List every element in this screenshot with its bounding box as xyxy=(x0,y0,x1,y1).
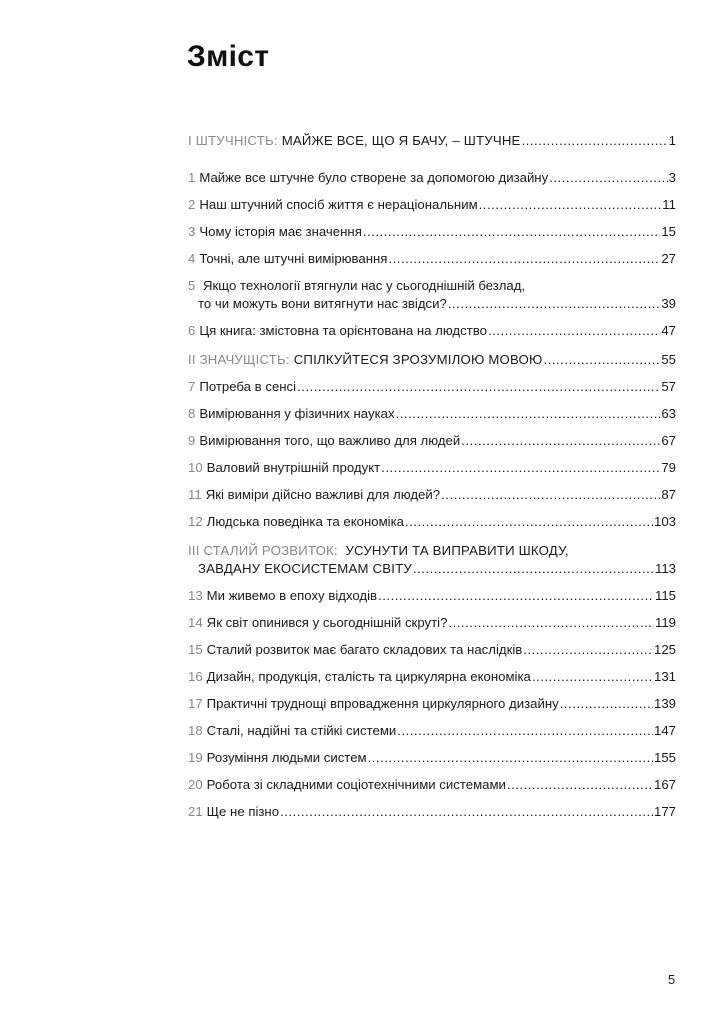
toc-chapter-title: Наш штучний спосіб життя є нераціональним xyxy=(199,197,478,212)
toc-leader-dots xyxy=(441,486,660,504)
toc-leader-dots xyxy=(523,641,653,659)
toc-chapter-title: Ми живемо в епоху відходів xyxy=(206,588,378,603)
toc-page-number: 113 xyxy=(654,561,676,576)
toc-chapter-number: 17 xyxy=(188,696,203,711)
toc-chapter-3 xyxy=(188,223,676,241)
toc-chapter-title: Чому історія має значення xyxy=(199,224,362,239)
toc-page-number: 139 xyxy=(653,696,676,711)
toc-chapter-title: Вимірювання у фізичних науках xyxy=(199,406,395,421)
toc-leader-dots xyxy=(488,322,660,340)
page-title: Зміст xyxy=(187,40,270,73)
toc-chapter-18 xyxy=(188,722,676,740)
toc-chapter-11 xyxy=(188,486,676,504)
toc-page-number: 63 xyxy=(661,406,676,421)
toc-chapter-number: 19 xyxy=(188,750,203,765)
toc-chapter-title: Як світ опинився у сьогоднішній скруті? xyxy=(206,615,448,630)
toc-chapter-1 xyxy=(188,169,676,187)
toc-chapter-5-line-1 xyxy=(188,277,676,295)
toc-page-number: 67 xyxy=(661,433,676,448)
toc-chapter-17 xyxy=(188,695,676,713)
toc-chapter-title: Які виміри дійсно важливі для людей? xyxy=(205,487,441,502)
toc-part-1 xyxy=(188,132,676,150)
toc-leader-dots xyxy=(297,378,660,396)
toc-part-number: II ЗНАЧУЩІСТЬ: xyxy=(188,352,290,367)
toc-chapter-15 xyxy=(188,641,676,659)
toc-page-number: 79 xyxy=(661,460,676,475)
toc-page-number: 167 xyxy=(653,777,676,792)
toc-chapter-title: Валовий внутрішній продукт xyxy=(206,460,381,475)
toc-part-title: СПІЛКУЙТЕСЯ ЗРОЗУМІЛОЮ МОВОЮ xyxy=(293,352,543,367)
toc-chapter-number: 11 xyxy=(188,487,202,502)
toc-leader-dots xyxy=(280,803,653,821)
toc-part-title: МАЙЖЕ ВСЕ, ЩО Я БАЧУ, – ШТУЧНЕ xyxy=(281,133,521,148)
toc-leader-dots xyxy=(363,223,660,241)
toc-leader-dots xyxy=(396,405,661,423)
toc-chapter-title: Робота зі складними соціотехнічними системами xyxy=(206,777,506,792)
toc-leader-dots xyxy=(388,250,660,268)
page-number: 5 xyxy=(668,972,676,987)
toc-chapter-number: 13 xyxy=(188,588,203,603)
toc-part-3 xyxy=(188,560,676,578)
toc-chapter-title: Ще не пізно xyxy=(206,804,280,819)
toc-leader-dots xyxy=(448,614,654,632)
toc-page-number: 87 xyxy=(661,487,676,502)
toc-page-number: 103 xyxy=(653,514,676,529)
toc-chapter-title-continued: то чи можуть вони витягнути нас звідси? xyxy=(198,296,447,311)
toc-page-number: 3 xyxy=(668,170,676,185)
toc-part-title-continued: ЗАВДАНУ ЕКОСИСТЕМАМ СВІТУ xyxy=(198,561,412,576)
toc-leader-dots xyxy=(381,459,660,477)
table-of-contents xyxy=(188,128,676,821)
toc-chapter-21 xyxy=(188,803,676,821)
toc-chapter-6 xyxy=(188,322,676,340)
toc-chapter-number: 18 xyxy=(188,723,203,738)
toc-chapter-20 xyxy=(188,776,676,794)
toc-leader-dots xyxy=(522,132,668,150)
toc-chapter-7 xyxy=(188,378,676,396)
toc-chapter-number: 4 xyxy=(188,251,196,266)
toc-part-title: УСУНУТИ ТА ВИПРАВИТИ ШКОДУ, xyxy=(345,543,569,558)
toc-chapter-2 xyxy=(188,196,676,214)
toc-page-number: 147 xyxy=(653,723,676,738)
toc-chapter-12 xyxy=(188,513,676,531)
toc-chapter-13 xyxy=(188,587,676,605)
toc-chapter-number: 3 xyxy=(188,224,196,239)
toc-page-number: 177 xyxy=(653,804,676,819)
toc-page-number: 57 xyxy=(661,379,676,394)
toc-chapter-title: Розуміння людьми систем xyxy=(206,750,367,765)
toc-page-number: 55 xyxy=(661,352,676,367)
toc-chapter-14 xyxy=(188,614,676,632)
toc-chapter-16 xyxy=(188,668,676,686)
toc-leader-dots xyxy=(479,196,662,214)
toc-chapter-9 xyxy=(188,432,676,450)
toc-chapter-number: 7 xyxy=(188,379,196,394)
toc-leader-dots xyxy=(544,351,661,369)
toc-chapter-19 xyxy=(188,749,676,767)
toc-leader-dots xyxy=(405,513,653,531)
toc-leader-dots xyxy=(413,560,654,578)
toc-chapter-title: Ця книга: змістовна та орієнтована на людство xyxy=(199,323,487,338)
toc-part-number: I ШТУЧНІСТЬ: xyxy=(188,133,278,148)
toc-page-number: 47 xyxy=(661,323,676,338)
toc-leader-dots xyxy=(448,295,660,313)
toc-chapter-10 xyxy=(188,459,676,477)
toc-page-number: 15 xyxy=(661,224,676,239)
toc-page-number: 119 xyxy=(654,615,676,630)
toc-leader-dots xyxy=(397,722,653,740)
toc-page-number: 125 xyxy=(653,642,676,657)
toc-chapter-title: Майже все штучне було створене за допомогою дизайну xyxy=(199,170,549,185)
toc-leader-dots xyxy=(368,749,653,767)
toc-leader-dots xyxy=(532,668,653,686)
toc-chapter-number: 16 xyxy=(188,669,203,684)
toc-chapter-number: 9 xyxy=(188,433,196,448)
toc-part-2 xyxy=(188,351,676,369)
toc-chapter-number: 8 xyxy=(188,406,196,421)
toc-chapter-title: Потреба в сенсі xyxy=(199,379,297,394)
toc-part-number: III СТАЛИЙ РОЗВИТОК: xyxy=(188,543,338,558)
toc-leader-dots xyxy=(549,169,667,187)
toc-chapter-title: Якщо технології втягнули нас у сьогоднішній безлад, xyxy=(203,278,526,293)
toc-chapter-title: Точні, але штучні вимірювання xyxy=(199,251,388,266)
toc-page-number: 115 xyxy=(654,588,676,603)
toc-chapter-number: 21 xyxy=(188,804,203,819)
toc-page-number: 155 xyxy=(653,750,676,765)
toc-chapter-number: 12 xyxy=(188,514,203,529)
toc-chapter-title: Дизайн, продукція, сталість та циркулярна економіка xyxy=(206,669,531,684)
toc-chapter-title: Сталий розвиток має багато складових та наслідків xyxy=(206,642,523,657)
toc-page-number: 27 xyxy=(661,251,676,266)
toc-chapter-number: 6 xyxy=(188,323,196,338)
toc-chapter-number: 1 xyxy=(188,170,196,185)
toc-part-3-line-1 xyxy=(188,542,676,560)
toc-chapter-number: 15 xyxy=(188,642,203,657)
toc-chapter-4 xyxy=(188,250,676,268)
toc-chapter-title: Людська поведінка та економіка xyxy=(206,514,404,529)
toc-chapter-number: 10 xyxy=(188,460,203,475)
toc-page-number: 131 xyxy=(653,669,676,684)
toc-leader-dots xyxy=(461,432,660,450)
toc-chapter-number: 20 xyxy=(188,777,203,792)
toc-chapter-8 xyxy=(188,405,676,423)
toc-chapter-5 xyxy=(188,295,676,313)
toc-chapter-title: Практичні труднощі впровадження циркулярного дизайну xyxy=(206,696,559,711)
toc-leader-dots xyxy=(378,587,654,605)
toc-chapter-number: 2 xyxy=(188,197,196,212)
toc-chapter-title: Сталі, надійні та стійкі системи xyxy=(206,723,397,738)
toc-chapter-number: 5 xyxy=(188,278,196,293)
toc-page-number: 11 xyxy=(662,197,676,212)
toc-page-number: 39 xyxy=(661,296,676,311)
toc-chapter-number: 14 xyxy=(188,615,203,630)
toc-leader-dots xyxy=(507,776,653,794)
toc-chapter-title: Вимірювання того, що важливо для людей xyxy=(199,433,461,448)
toc-page-number: 1 xyxy=(668,133,676,148)
toc-leader-dots xyxy=(560,695,653,713)
